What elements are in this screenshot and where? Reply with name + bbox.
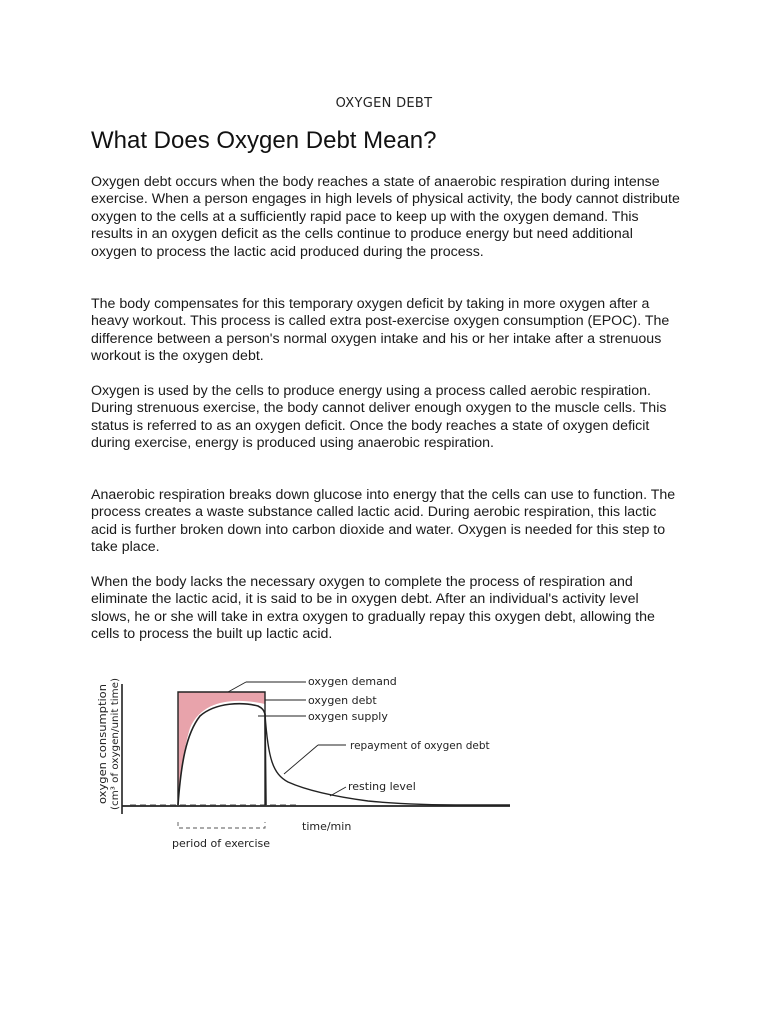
oxygen-debt-area [178, 692, 265, 805]
page-title: What Does Oxygen Debt Mean? [91, 127, 437, 154]
label-oxygen-demand: oxygen demand [308, 675, 397, 688]
paragraph-3: Oxygen is used by the cells to produce energy using a process called aerobic respiration. During strenuous exercise, the body cannot deliver enough oxygen to the muscle cells. This status is referred to as an oxygen deficit. Once the body reaches a state of oxygen deficit during exercise, energy is produced using anaerobic respiration. [91, 383, 667, 452]
oxygen-debt-diagram [97, 664, 528, 860]
demand-leader [228, 682, 246, 692]
paragraph-1: Oxygen debt occurs when the body reaches a state of anaerobic respiration during intense exercise. When a person engages in high levels of physical activity, the body cannot distribute oxygen to the cells at a sufficiently rapid pace to keep up with the oxygen demand. This results in an oxygen deficit as the cells continue to produce energy but need additional oxygen to process the lactic acid produced during the process. [91, 174, 680, 260]
label-repayment: repayment of oxygen debt [350, 740, 490, 752]
x-axis-label: time/min [302, 820, 352, 833]
paragraph-4: Anaerobic respiration breaks down glucose into energy that the cells can use to function. The process creates a waste substance called lactic acid. During aerobic respiration, this lactic acid is further broken down into carbon dioxide and water. Oxygen is needed for this step to take place. [91, 487, 676, 556]
paragraph-5: When the body lacks the necessary oxygen to complete the process of respiration and eliminate the lactic acid, it is said to be in oxygen debt. After an individual's activity level slows, he or she will take in extra oxygen to gradually repay this oxygen debt, allowing the cells to process the built up lactic acid. [91, 574, 655, 643]
exercise-bracket [178, 822, 265, 828]
repayment-leader [284, 745, 318, 774]
y-axis-unit: (cm³ of oxygen/unit time) [110, 681, 121, 810]
document-label: OXYGEN DEBT [335, 96, 433, 111]
paragraph-2: The body compensates for this temporary oxygen deficit by taking in more oxygen after a heavy workout. This process is called extra post-exercise oxygen consumption (EPOC). The difference between a person's normal oxygen intake and his or her intake after a strenuous workout is the oxygen debt. [91, 296, 670, 365]
y-axis-label: oxygen consumption [97, 694, 109, 804]
bracket-label: period of exercise [172, 837, 271, 850]
label-resting-level: resting level [348, 780, 416, 793]
label-oxygen-supply: oxygen supply [308, 710, 388, 723]
label-oxygen-debt: oxygen debt [308, 694, 377, 707]
resting-leader [330, 787, 346, 796]
